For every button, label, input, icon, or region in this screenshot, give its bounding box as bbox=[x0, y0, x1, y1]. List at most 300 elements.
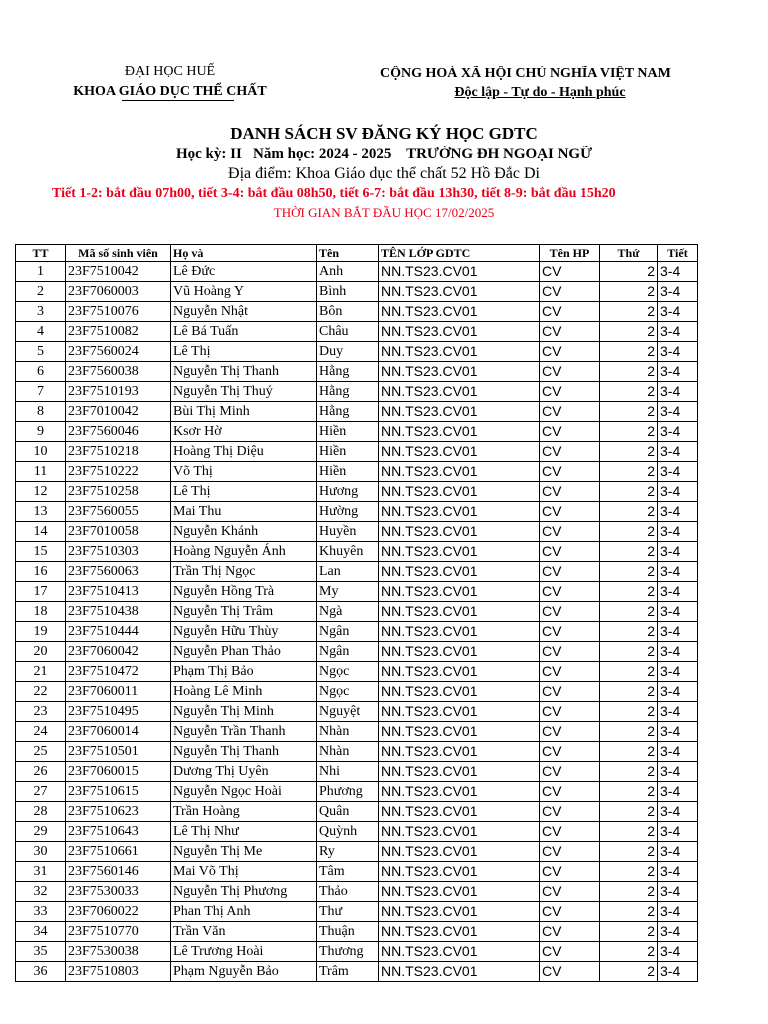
table-row bbox=[16, 762, 698, 782]
class-code: NN.TS23.CV01 bbox=[379, 302, 540, 322]
table-header-row bbox=[16, 245, 698, 262]
student-name: My bbox=[317, 582, 379, 602]
weekday: 2 bbox=[600, 482, 658, 502]
student-name: Quỳnh bbox=[317, 822, 379, 842]
student-id: 23F7530033 bbox=[66, 882, 171, 902]
student-id: 23F7510444 bbox=[66, 622, 171, 642]
student-id: 23F7060014 bbox=[66, 722, 171, 742]
period: 3-4 bbox=[658, 382, 698, 402]
weekday: 2 bbox=[600, 262, 658, 282]
weekday: 2 bbox=[600, 342, 658, 362]
student-surname: Nguyễn Thị Minh bbox=[171, 702, 317, 722]
weekday: 2 bbox=[600, 722, 658, 742]
student-id: 23F7510623 bbox=[66, 802, 171, 822]
student-id: 23F7060011 bbox=[66, 682, 171, 702]
class-code: NN.TS23.CV01 bbox=[379, 762, 540, 782]
student-id: 23F7560046 bbox=[66, 422, 171, 442]
table-row bbox=[16, 462, 698, 482]
student-name: Thảo bbox=[317, 882, 379, 902]
student-surname: Nguyễn Thị Thanh bbox=[171, 362, 317, 382]
weekday: 2 bbox=[600, 602, 658, 622]
period: 3-4 bbox=[658, 642, 698, 662]
class-code: NN.TS23.CV01 bbox=[379, 362, 540, 382]
course-code: CV bbox=[540, 442, 600, 462]
row-number: 27 bbox=[16, 782, 66, 802]
course-code: CV bbox=[540, 422, 600, 442]
class-code: NN.TS23.CV01 bbox=[379, 522, 540, 542]
student-id: 23F7510501 bbox=[66, 742, 171, 762]
weekday: 2 bbox=[600, 762, 658, 782]
semester-line: Học kỳ: II Năm học: 2024 - 2025 TRƯỜNG ĐH NGOẠI NGỮ bbox=[175, 146, 593, 162]
student-name: Lan bbox=[317, 562, 379, 582]
student-id: 23F7530038 bbox=[66, 942, 171, 962]
student-name: Tâm bbox=[317, 862, 379, 882]
student-surname: Lê Thị bbox=[171, 482, 317, 502]
student-id: 23F7560024 bbox=[66, 342, 171, 362]
class-code: NN.TS23.CV01 bbox=[379, 442, 540, 462]
weekday: 2 bbox=[600, 362, 658, 382]
weekday: 2 bbox=[600, 702, 658, 722]
weekday: 2 bbox=[600, 862, 658, 882]
weekday: 2 bbox=[600, 882, 658, 902]
col-header-tt: TT bbox=[16, 245, 66, 262]
row-number: 35 bbox=[16, 942, 66, 962]
period: 3-4 bbox=[658, 362, 698, 382]
table-row bbox=[16, 962, 698, 982]
period: 3-4 bbox=[658, 942, 698, 962]
student-id: 23F7560055 bbox=[66, 502, 171, 522]
student-surname: Lê Thị Như bbox=[171, 822, 317, 842]
student-surname: Võ Thị bbox=[171, 462, 317, 482]
period: 3-4 bbox=[658, 422, 698, 442]
student-surname: Bùi Thị Minh bbox=[171, 402, 317, 422]
period: 3-4 bbox=[658, 302, 698, 322]
table-row bbox=[16, 482, 698, 502]
student-name: Huyền bbox=[317, 522, 379, 542]
period: 3-4 bbox=[658, 882, 698, 902]
table-row bbox=[16, 862, 698, 882]
student-name: Thuận bbox=[317, 922, 379, 942]
table-row bbox=[16, 662, 698, 682]
weekday: 2 bbox=[600, 462, 658, 482]
student-name: Nguyệt bbox=[317, 702, 379, 722]
student-surname: Nguyễn Khánh bbox=[171, 522, 317, 542]
row-number: 32 bbox=[16, 882, 66, 902]
course-code: CV bbox=[540, 362, 600, 382]
weekday: 2 bbox=[600, 542, 658, 562]
course-code: CV bbox=[540, 762, 600, 782]
course-code: CV bbox=[540, 962, 600, 982]
student-name: Phương bbox=[317, 782, 379, 802]
table-row bbox=[16, 782, 698, 802]
row-number: 4 bbox=[16, 322, 66, 342]
row-number: 3 bbox=[16, 302, 66, 322]
row-number: 18 bbox=[16, 602, 66, 622]
student-id: 23F7510193 bbox=[66, 382, 171, 402]
row-number: 26 bbox=[16, 762, 66, 782]
student-name: Hiền bbox=[317, 442, 379, 462]
table-row bbox=[16, 802, 698, 822]
table-row bbox=[16, 542, 698, 562]
student-surname: Vũ Hoàng Y bbox=[171, 282, 317, 302]
row-number: 16 bbox=[16, 562, 66, 582]
row-number: 1 bbox=[16, 262, 66, 282]
table-row bbox=[16, 822, 698, 842]
period: 3-4 bbox=[658, 482, 698, 502]
student-id: 23F7010058 bbox=[66, 522, 171, 542]
period: 3-4 bbox=[658, 442, 698, 462]
student-name: Ngọc bbox=[317, 662, 379, 682]
student-surname: Hoàng Thị Diệu bbox=[171, 442, 317, 462]
student-surname: Nguyễn Thị Thuý bbox=[171, 382, 317, 402]
row-number: 19 bbox=[16, 622, 66, 642]
row-number: 20 bbox=[16, 642, 66, 662]
weekday: 2 bbox=[600, 902, 658, 922]
weekday: 2 bbox=[600, 562, 658, 582]
class-code: NN.TS23.CV01 bbox=[379, 702, 540, 722]
col-header-course: Tên HP bbox=[540, 245, 600, 262]
course-code: CV bbox=[540, 682, 600, 702]
table-row bbox=[16, 942, 698, 962]
row-number: 36 bbox=[16, 962, 66, 982]
weekday: 2 bbox=[600, 662, 658, 682]
course-code: CV bbox=[540, 382, 600, 402]
student-name: Thư bbox=[317, 902, 379, 922]
course-code: CV bbox=[540, 322, 600, 342]
table-row bbox=[16, 882, 698, 902]
course-code: CV bbox=[540, 742, 600, 762]
student-surname: Trần Thị Ngọc bbox=[171, 562, 317, 582]
schedule-line: Tiết 1-2: bắt đầu 07h00, tiết 3-4: bắt đầu 08h50, tiết 6-7: bắt đầu 13h30, tiết 8-9: bắt đầu 15h20 bbox=[52, 186, 616, 201]
col-header-day: Thứ bbox=[600, 245, 658, 262]
period: 3-4 bbox=[658, 782, 698, 802]
student-name: Quân bbox=[317, 802, 379, 822]
student-id: 23F7510615 bbox=[66, 782, 171, 802]
student-name: Anh bbox=[317, 262, 379, 282]
class-code: NN.TS23.CV01 bbox=[379, 322, 540, 342]
period: 3-4 bbox=[658, 742, 698, 762]
student-name: Ngà bbox=[317, 602, 379, 622]
student-surname: Nguyễn Ngọc Hoài bbox=[171, 782, 317, 802]
table-row bbox=[16, 642, 698, 662]
weekday: 2 bbox=[600, 282, 658, 302]
table-row bbox=[16, 922, 698, 942]
course-code: CV bbox=[540, 862, 600, 882]
student-id: 23F7510661 bbox=[66, 842, 171, 862]
student-id: 23F7060042 bbox=[66, 642, 171, 662]
student-name: Nhi bbox=[317, 762, 379, 782]
student-surname: Trần Văn bbox=[171, 922, 317, 942]
course-code: CV bbox=[540, 842, 600, 862]
student-name: Thương bbox=[317, 942, 379, 962]
row-number: 25 bbox=[16, 742, 66, 762]
class-code: NN.TS23.CV01 bbox=[379, 622, 540, 642]
period: 3-4 bbox=[658, 462, 698, 482]
student-id: 23F7510413 bbox=[66, 582, 171, 602]
weekday: 2 bbox=[600, 502, 658, 522]
weekday: 2 bbox=[600, 442, 658, 462]
student-name: Hiền bbox=[317, 462, 379, 482]
student-surname: Phan Thị Anh bbox=[171, 902, 317, 922]
period: 3-4 bbox=[658, 622, 698, 642]
student-id: 23F7060003 bbox=[66, 282, 171, 302]
student-name: Hằng bbox=[317, 362, 379, 382]
class-code: NN.TS23.CV01 bbox=[379, 822, 540, 842]
student-surname: Lê Trương Hoài bbox=[171, 942, 317, 962]
period: 3-4 bbox=[658, 282, 698, 302]
student-name: Hường bbox=[317, 502, 379, 522]
student-id: 23F7560063 bbox=[66, 562, 171, 582]
table-row bbox=[16, 382, 698, 402]
row-number: 7 bbox=[16, 382, 66, 402]
weekday: 2 bbox=[600, 682, 658, 702]
course-code: CV bbox=[540, 922, 600, 942]
course-code: CV bbox=[540, 802, 600, 822]
class-code: NN.TS23.CV01 bbox=[379, 722, 540, 742]
student-name: Bình bbox=[317, 282, 379, 302]
student-id: 23F7510803 bbox=[66, 962, 171, 982]
student-id: 23F7510438 bbox=[66, 602, 171, 622]
class-code: NN.TS23.CV01 bbox=[379, 922, 540, 942]
student-id: 23F7510643 bbox=[66, 822, 171, 842]
class-code: NN.TS23.CV01 bbox=[379, 342, 540, 362]
student-surname: Lê Thị bbox=[171, 342, 317, 362]
row-number: 30 bbox=[16, 842, 66, 862]
student-id: 23F7510472 bbox=[66, 662, 171, 682]
row-number: 11 bbox=[16, 462, 66, 482]
table-row bbox=[16, 682, 698, 702]
period: 3-4 bbox=[658, 562, 698, 582]
student-id: 23F7060022 bbox=[66, 902, 171, 922]
table-row bbox=[16, 702, 698, 722]
student-id: 23F7510222 bbox=[66, 462, 171, 482]
student-id: 23F7510303 bbox=[66, 542, 171, 562]
col-header-class: TÊN LỚP GDTC bbox=[379, 245, 540, 262]
table-row bbox=[16, 402, 698, 422]
weekday: 2 bbox=[600, 522, 658, 542]
nation-title: CỘNG HOÀ XÃ HỘI CHỦ NGHĨA VIỆT NAM bbox=[380, 66, 671, 81]
student-name: Ry bbox=[317, 842, 379, 862]
period: 3-4 bbox=[658, 722, 698, 742]
student-id: 23F7510042 bbox=[66, 262, 171, 282]
class-code: NN.TS23.CV01 bbox=[379, 842, 540, 862]
course-code: CV bbox=[540, 602, 600, 622]
period: 3-4 bbox=[658, 922, 698, 942]
period: 3-4 bbox=[658, 762, 698, 782]
row-number: 22 bbox=[16, 682, 66, 702]
period: 3-4 bbox=[658, 702, 698, 722]
table-row bbox=[16, 422, 698, 442]
class-code: NN.TS23.CV01 bbox=[379, 802, 540, 822]
period: 3-4 bbox=[658, 842, 698, 862]
student-surname: Nguyễn Thị Trâm bbox=[171, 602, 317, 622]
student-surname: Mai Võ Thị bbox=[171, 862, 317, 882]
class-code: NN.TS23.CV01 bbox=[379, 482, 540, 502]
student-surname: Mai Thu bbox=[171, 502, 317, 522]
course-code: CV bbox=[540, 942, 600, 962]
row-number: 5 bbox=[16, 342, 66, 362]
table-row bbox=[16, 602, 698, 622]
weekday: 2 bbox=[600, 402, 658, 422]
university-name: ĐẠI HỌC HUẾ bbox=[124, 64, 216, 79]
period: 3-4 bbox=[658, 862, 698, 882]
row-number: 15 bbox=[16, 542, 66, 562]
student-name: Duy bbox=[317, 342, 379, 362]
class-code: NN.TS23.CV01 bbox=[379, 562, 540, 582]
student-name: Bôn bbox=[317, 302, 379, 322]
student-table bbox=[15, 244, 698, 982]
period: 3-4 bbox=[658, 902, 698, 922]
col-header-surname: Họ và bbox=[171, 245, 317, 262]
period: 3-4 bbox=[658, 502, 698, 522]
student-surname: Trần Hoàng bbox=[171, 802, 317, 822]
class-code: NN.TS23.CV01 bbox=[379, 422, 540, 442]
nation-motto: Độc lập - Tự do - Hạnh phúc bbox=[454, 85, 626, 100]
class-code: NN.TS23.CV01 bbox=[379, 582, 540, 602]
student-id: 23F7510495 bbox=[66, 702, 171, 722]
table-row bbox=[16, 342, 698, 362]
course-code: CV bbox=[540, 882, 600, 902]
weekday: 2 bbox=[600, 302, 658, 322]
class-code: NN.TS23.CV01 bbox=[379, 682, 540, 702]
class-code: NN.TS23.CV01 bbox=[379, 602, 540, 622]
period: 3-4 bbox=[658, 402, 698, 422]
student-id: 23F7060015 bbox=[66, 762, 171, 782]
weekday: 2 bbox=[600, 422, 658, 442]
class-code: NN.TS23.CV01 bbox=[379, 942, 540, 962]
course-code: CV bbox=[540, 702, 600, 722]
table-row bbox=[16, 842, 698, 862]
student-surname: Hoàng Lê Minh bbox=[171, 682, 317, 702]
weekday: 2 bbox=[600, 802, 658, 822]
student-surname: Phạm Nguyễn Bảo bbox=[171, 962, 317, 982]
table-row bbox=[16, 722, 698, 742]
class-code: NN.TS23.CV01 bbox=[379, 742, 540, 762]
class-code: NN.TS23.CV01 bbox=[379, 862, 540, 882]
period: 3-4 bbox=[658, 322, 698, 342]
weekday: 2 bbox=[600, 842, 658, 862]
student-surname: Phạm Thị Bảo bbox=[171, 662, 317, 682]
class-code: NN.TS23.CV01 bbox=[379, 282, 540, 302]
period: 3-4 bbox=[658, 342, 698, 362]
student-name: Trâm bbox=[317, 962, 379, 982]
row-number: 17 bbox=[16, 582, 66, 602]
col-header-name: Tên bbox=[317, 245, 379, 262]
row-number: 33 bbox=[16, 902, 66, 922]
col-header-period: Tiết bbox=[658, 245, 698, 262]
class-code: NN.TS23.CV01 bbox=[379, 882, 540, 902]
student-name: Hiền bbox=[317, 422, 379, 442]
row-number: 28 bbox=[16, 802, 66, 822]
student-name: Nhàn bbox=[317, 742, 379, 762]
student-name: Ngân bbox=[317, 622, 379, 642]
course-code: CV bbox=[540, 542, 600, 562]
faculty-name: KHOA GIÁO DỤC THỂ CHẤT bbox=[73, 84, 267, 99]
course-code: CV bbox=[540, 582, 600, 602]
table-row bbox=[16, 302, 698, 322]
student-id: 23F7010042 bbox=[66, 402, 171, 422]
table-row bbox=[16, 502, 698, 522]
course-code: CV bbox=[540, 642, 600, 662]
row-number: 9 bbox=[16, 422, 66, 442]
weekday: 2 bbox=[600, 782, 658, 802]
class-code: NN.TS23.CV01 bbox=[379, 262, 540, 282]
class-code: NN.TS23.CV01 bbox=[379, 642, 540, 662]
student-id: 23F7510770 bbox=[66, 922, 171, 942]
course-code: CV bbox=[540, 342, 600, 362]
table-row bbox=[16, 362, 698, 382]
student-name: Ngọc bbox=[317, 682, 379, 702]
period: 3-4 bbox=[658, 802, 698, 822]
row-number: 21 bbox=[16, 662, 66, 682]
student-name: Châu bbox=[317, 322, 379, 342]
student-id: 23F7560146 bbox=[66, 862, 171, 882]
student-surname: Nguyễn Hữu Thùy bbox=[171, 622, 317, 642]
weekday: 2 bbox=[600, 322, 658, 342]
weekday: 2 bbox=[600, 622, 658, 642]
weekday: 2 bbox=[600, 382, 658, 402]
student-surname: Nguyễn Thị Phương bbox=[171, 882, 317, 902]
table-row bbox=[16, 522, 698, 542]
student-surname: Nguyễn Nhật bbox=[171, 302, 317, 322]
period: 3-4 bbox=[658, 602, 698, 622]
class-code: NN.TS23.CV01 bbox=[379, 902, 540, 922]
table-row bbox=[16, 562, 698, 582]
row-number: 24 bbox=[16, 722, 66, 742]
table-row bbox=[16, 442, 698, 462]
student-surname: Nguyễn Trần Thanh bbox=[171, 722, 317, 742]
row-number: 31 bbox=[16, 862, 66, 882]
student-surname: Nguyễn Thị Me bbox=[171, 842, 317, 862]
student-surname: Nguyễn Phan Thảo bbox=[171, 642, 317, 662]
row-number: 29 bbox=[16, 822, 66, 842]
table-row bbox=[16, 282, 698, 302]
course-code: CV bbox=[540, 822, 600, 842]
student-surname: Nguyễn Thị Thanh bbox=[171, 742, 317, 762]
row-number: 12 bbox=[16, 482, 66, 502]
course-code: CV bbox=[540, 782, 600, 802]
class-code: NN.TS23.CV01 bbox=[379, 502, 540, 522]
page-title: DANH SÁCH SV ĐĂNG KÝ HỌC GDTC bbox=[230, 124, 538, 143]
class-code: NN.TS23.CV01 bbox=[379, 382, 540, 402]
col-header-student-id: Mã số sinh viên bbox=[66, 245, 171, 262]
class-code: NN.TS23.CV01 bbox=[379, 782, 540, 802]
period: 3-4 bbox=[658, 542, 698, 562]
weekday: 2 bbox=[600, 742, 658, 762]
location-line: Địa điểm: Khoa Giáo dục thể chất 52 Hồ Đắc Di bbox=[228, 165, 540, 182]
course-code: CV bbox=[540, 562, 600, 582]
student-id: 23F7510076 bbox=[66, 302, 171, 322]
student-id: 23F7510258 bbox=[66, 482, 171, 502]
student-surname: Nguyễn Hồng Trà bbox=[171, 582, 317, 602]
row-number: 6 bbox=[16, 362, 66, 382]
period: 3-4 bbox=[658, 582, 698, 602]
table-row bbox=[16, 582, 698, 602]
row-number: 23 bbox=[16, 702, 66, 722]
course-code: CV bbox=[540, 502, 600, 522]
table-row bbox=[16, 262, 698, 282]
weekday: 2 bbox=[600, 962, 658, 982]
student-surname: Lê Bá Tuấn bbox=[171, 322, 317, 342]
course-code: CV bbox=[540, 282, 600, 302]
course-code: CV bbox=[540, 482, 600, 502]
row-number: 8 bbox=[16, 402, 66, 422]
course-code: CV bbox=[540, 522, 600, 542]
period: 3-4 bbox=[658, 962, 698, 982]
student-name: Khuyên bbox=[317, 542, 379, 562]
faculty-underline bbox=[122, 100, 234, 101]
table-row bbox=[16, 622, 698, 642]
